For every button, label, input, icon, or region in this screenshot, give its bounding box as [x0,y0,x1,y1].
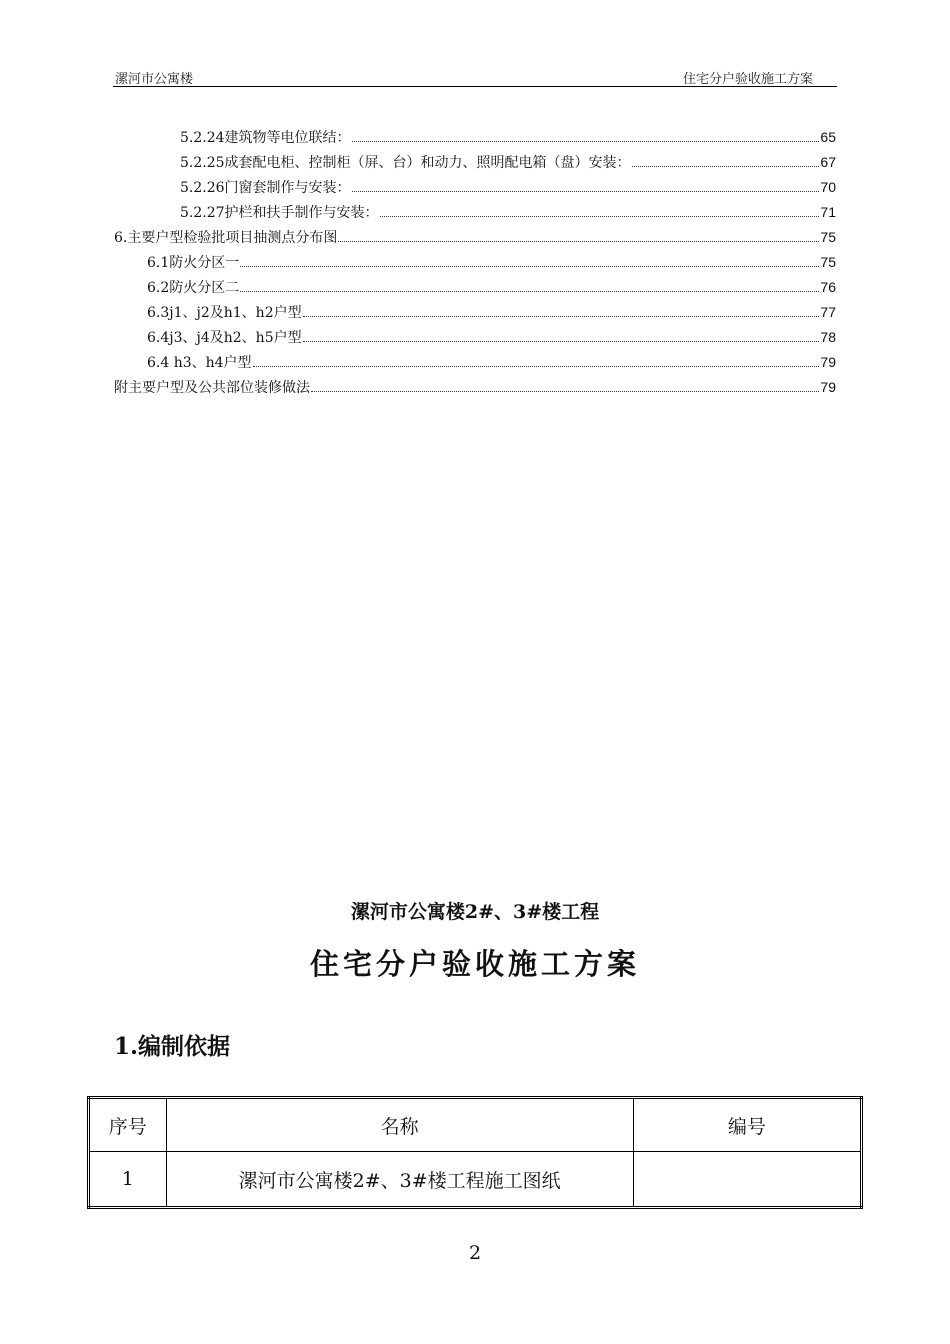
toc-page-number: 70 [820,179,836,195]
toc-dot-leader [303,340,820,342]
toc-page-number: 76 [820,279,836,295]
toc-dot-leader [632,165,820,167]
toc-dot-leader [380,215,820,217]
table-cell-name: 漯河市公寓楼2#、3#楼工程施工图纸 [166,1152,633,1208]
document-title: 住宅分户验收施工方案 [309,947,640,981]
toc-entry-label: 6.主要户型检验批项目抽测点分布图 [114,230,338,246]
table-cell-code [633,1152,861,1208]
toc-entry[interactable] [180,178,836,197]
toc-entry-label: 6.1防火分区一 [147,255,240,271]
table-cell-number: 1 [89,1152,167,1208]
table-row [89,1152,862,1208]
toc-dot-leader [303,315,820,317]
toc-entry[interactable] [147,278,836,297]
toc-page-number: 79 [820,354,836,370]
toc-page-number: 79 [820,379,836,395]
project-subtitle: 漯河市公寓楼2#、3#楼工程 [350,901,600,923]
toc-page-number: 71 [820,204,836,220]
toc-page-number: 75 [820,254,836,270]
column-header-number: 序号 [89,1098,167,1152]
toc-page-number: 67 [820,154,836,170]
toc-page-number: 65 [820,129,836,145]
basis-table [87,1096,863,1209]
toc-page-number: 75 [820,229,836,245]
toc-entry-label: 6.4j3、j4及h2、h5户型 [147,330,302,346]
toc-dot-leader [253,365,820,367]
header-project-name: 漯河市公寓楼 [115,72,194,87]
toc-page-number: 77 [820,304,836,320]
toc-dot-leader [240,265,819,267]
toc-entry-label: 6.2防火分区二 [147,280,240,296]
toc-dot-leader [311,390,819,392]
toc-entry[interactable] [147,253,836,272]
toc-entry[interactable] [180,128,836,147]
toc-entry-label: 6.3j1、j2及h1、h2户型 [147,305,302,321]
column-header-code: 编号 [633,1098,861,1152]
toc-entry[interactable] [114,378,836,397]
header-document-title: 住宅分户验收施工方案 [682,72,813,87]
page-number: 2 [468,1242,482,1264]
section-heading: 1.编制依据 [114,1033,231,1060]
toc-entry[interactable] [180,153,836,172]
toc-dot-leader [352,190,820,192]
toc-entry[interactable] [114,228,836,247]
toc-entry[interactable] [180,203,836,222]
toc-dot-leader [352,140,820,142]
table-header-row [89,1098,862,1152]
toc-entry-label: 5.2.25成套配电柜、控制柜（屏、台）和动力、照明配电箱（盘）安装： [180,155,631,171]
toc-page-number: 78 [820,329,836,345]
toc-entry-label: 5.2.24建筑物等电位联结： [180,130,351,146]
toc-entry[interactable] [147,353,836,372]
toc-entry[interactable] [147,328,836,347]
toc-entry[interactable] [147,303,836,322]
toc-entry-label: 5.2.26门窗套制作与安装： [180,180,351,196]
toc-dot-leader [240,290,819,292]
page-header [113,66,837,87]
column-header-name: 名称 [166,1098,633,1152]
toc-entry-label: 5.2.27护栏和扶手制作与安装： [180,205,379,221]
toc-dot-leader [338,240,819,242]
toc-entry-label: 附主要户型及公共部位装修做法 [114,380,310,396]
toc-entry-label: 6.4 h3、h4户型 [147,355,252,371]
